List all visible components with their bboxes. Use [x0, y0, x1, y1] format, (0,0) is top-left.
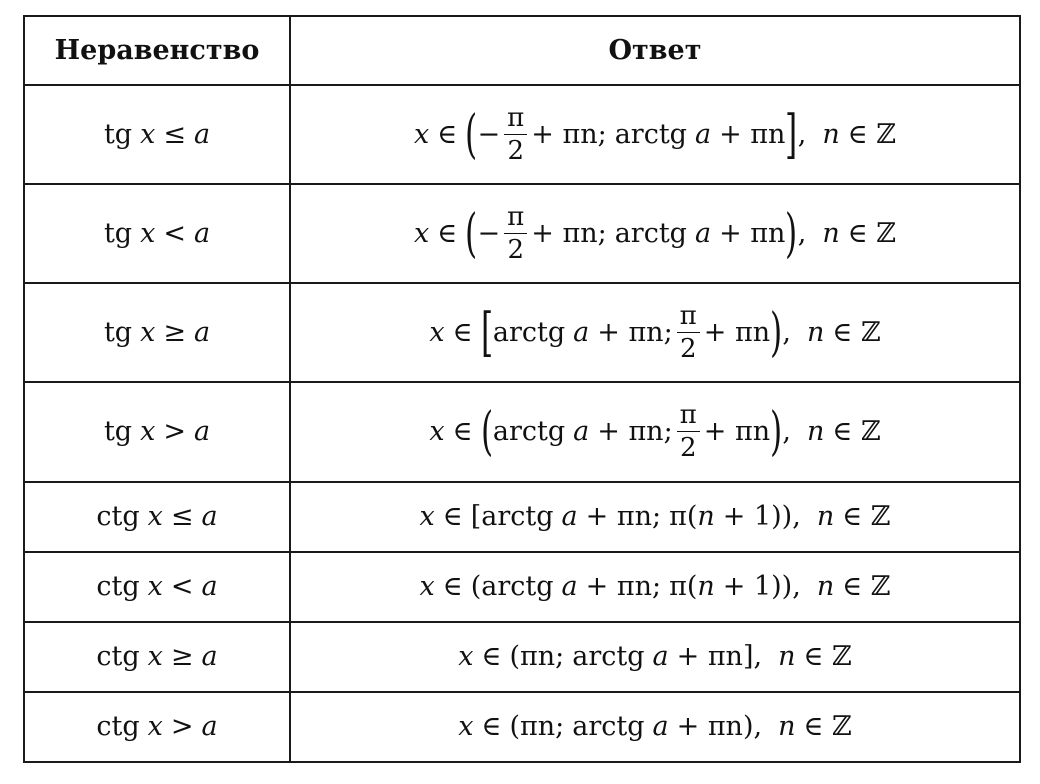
a-var: a: [652, 641, 669, 673]
in-symbol: ∈: [442, 571, 463, 603]
in-symbol: ∈: [481, 711, 502, 743]
pi-n: + πn;: [531, 218, 607, 250]
header-row: [24, 16, 1020, 85]
open-bracket: [: [480, 302, 493, 363]
tail: + πn: [719, 218, 786, 250]
pi-n: + πn;: [531, 119, 607, 151]
n-inner: n: [697, 571, 715, 603]
arctg: arctg: [614, 119, 687, 151]
fn-name: ctg: [96, 641, 140, 673]
table-row: [24, 382, 1020, 481]
rhs: a: [201, 571, 218, 603]
comma: ,: [792, 571, 801, 603]
rhs: a: [201, 711, 218, 743]
inequality-cell: [24, 184, 290, 283]
answer-cell: [290, 382, 1020, 481]
mid: + πn;: [585, 571, 662, 603]
comma: ,: [753, 711, 763, 743]
relation: >: [170, 711, 194, 743]
inequality-cell: [24, 382, 290, 481]
answer-var: x: [419, 571, 435, 603]
in-symbol: ∈: [452, 317, 473, 349]
pi-paren: π(: [669, 571, 698, 603]
n-var: n: [822, 218, 840, 250]
comma: ,: [782, 416, 791, 448]
minus: −: [477, 218, 501, 250]
fn-name: ctg: [96, 571, 140, 603]
comma: ,: [782, 317, 791, 349]
frac-den: 2: [679, 433, 697, 464]
table-row: [24, 482, 1020, 552]
open-bracket: (: [465, 104, 478, 165]
arctg: arctg: [481, 571, 554, 603]
answer-cell: [290, 184, 1020, 283]
answer-cell: [290, 692, 1020, 762]
frac-num: π: [677, 402, 700, 432]
mid: + πn;: [597, 317, 673, 349]
frac-num: π: [504, 204, 527, 234]
relation: <: [170, 571, 194, 603]
relation: ≥: [163, 317, 186, 349]
inequality-cell: [24, 482, 290, 552]
frac-num: π: [504, 105, 527, 135]
frac-num: π: [677, 303, 700, 333]
tail: + πn: [703, 317, 771, 349]
answer-var: x: [458, 641, 474, 673]
inequality-cell: [24, 283, 290, 382]
n-var: n: [778, 711, 796, 743]
tail: + πn): [676, 711, 754, 743]
in-symbol: ∈: [481, 641, 502, 673]
var: x: [140, 119, 156, 151]
tail: + πn]: [676, 641, 754, 673]
frac-den: 2: [507, 136, 524, 167]
fraction: [677, 301, 700, 365]
fn-name: ctg: [96, 711, 140, 743]
rhs: a: [193, 416, 211, 448]
fn-name: ctg: [96, 501, 140, 533]
open-bracket: (: [480, 401, 493, 462]
close-bracket: ]: [785, 104, 798, 165]
frac-den: 2: [679, 334, 697, 365]
plus-one: + 1)): [722, 571, 793, 603]
header-inequality: Неравенство: [24, 16, 290, 85]
in-symbol: ∈: [442, 501, 463, 533]
header-answer: Ответ: [290, 16, 1020, 85]
arctg: arctg: [481, 501, 554, 533]
var: x: [147, 641, 163, 673]
rhs: a: [193, 119, 211, 151]
open-bracket: (πn;: [509, 641, 565, 673]
a-var: a: [561, 571, 578, 603]
table-row: [24, 283, 1020, 382]
open-bracket: (: [470, 571, 482, 603]
pi-paren: π(: [669, 501, 698, 533]
inequalities-table: [23, 15, 1021, 763]
a-var: a: [573, 317, 590, 349]
in-symbol: ∈: [437, 218, 458, 250]
inequality-cell: [24, 552, 290, 622]
minus: −: [477, 119, 501, 151]
relation: ≤: [163, 119, 186, 151]
mid: + πn;: [585, 501, 662, 533]
rhs: a: [201, 501, 218, 533]
fraction: [504, 202, 527, 266]
n-var: n: [807, 416, 825, 448]
in-z: ∈ ℤ: [847, 218, 896, 250]
close-bracket: ): [770, 302, 783, 363]
in-symbol: ∈: [452, 416, 473, 448]
fn-name: tg: [103, 218, 133, 250]
comma: ,: [797, 218, 807, 250]
a-var: a: [561, 501, 578, 533]
in-z: ∈ ℤ: [847, 119, 896, 151]
comma: ,: [753, 641, 763, 673]
in-z: ∈ ℤ: [832, 416, 881, 448]
open-bracket: (: [465, 203, 478, 264]
inequality-cell: [24, 692, 290, 762]
a-var: a: [573, 416, 590, 448]
arctg: arctg: [614, 218, 687, 250]
a-var: a: [652, 711, 669, 743]
var: x: [147, 711, 163, 743]
frac-den: 2: [507, 235, 524, 266]
var: x: [140, 218, 156, 250]
in-z: ∈ ℤ: [842, 501, 891, 533]
table-row: [24, 85, 1020, 184]
fraction: [504, 103, 527, 167]
relation: <: [163, 218, 186, 250]
arctg: arctg: [492, 416, 566, 448]
n-var: n: [816, 571, 835, 603]
table-row: [24, 622, 1020, 692]
arctg: arctg: [572, 711, 645, 743]
relation: ≤: [170, 501, 194, 533]
plus-one: + 1)): [722, 501, 793, 533]
n-var: n: [807, 317, 825, 349]
relation: ≥: [170, 641, 194, 673]
close-bracket: ): [770, 401, 783, 462]
in-symbol: ∈: [437, 119, 458, 151]
answer-cell: [290, 85, 1020, 184]
answer-cell: [290, 552, 1020, 622]
var: x: [147, 501, 163, 533]
table-row: [24, 692, 1020, 762]
comma: ,: [792, 501, 801, 533]
fn-name: tg: [103, 416, 133, 448]
mid: + πn;: [597, 416, 673, 448]
n-var: n: [816, 501, 835, 533]
answer-var: x: [429, 416, 445, 448]
var: x: [147, 571, 163, 603]
inequality-cell: [24, 85, 290, 184]
answer-var: x: [429, 317, 445, 349]
n-inner: n: [697, 501, 715, 533]
table-row: [24, 552, 1020, 622]
in-z: ∈ ℤ: [832, 317, 881, 349]
n-var: n: [778, 641, 796, 673]
rhs: a: [201, 641, 218, 673]
fn-name: tg: [103, 317, 133, 349]
open-bracket: (πn;: [509, 711, 565, 743]
n-var: n: [822, 119, 840, 151]
tail: + πn: [703, 416, 771, 448]
var: x: [140, 317, 156, 349]
rhs: a: [193, 218, 211, 250]
in-z: ∈ ℤ: [803, 711, 852, 743]
answer-cell: [290, 283, 1020, 382]
answer-var: x: [419, 501, 435, 533]
rhs: a: [193, 317, 211, 349]
tail: + πn: [719, 119, 786, 151]
answer-cell: [290, 622, 1020, 692]
var: x: [140, 416, 156, 448]
arctg: arctg: [492, 317, 566, 349]
relation: >: [163, 416, 186, 448]
inequality-cell: [24, 622, 290, 692]
table-row: [24, 184, 1020, 283]
a-var: a: [694, 218, 712, 250]
fraction: [677, 400, 700, 464]
in-z: ∈ ℤ: [842, 571, 891, 603]
arctg: arctg: [572, 641, 645, 673]
answer-var: x: [414, 119, 430, 151]
answer-cell: [290, 482, 1020, 552]
close-bracket: ): [785, 203, 798, 264]
open-bracket: [: [470, 501, 482, 533]
a-var: a: [694, 119, 712, 151]
answer-var: x: [414, 218, 430, 250]
fn-name: tg: [103, 119, 133, 151]
in-z: ∈ ℤ: [803, 641, 852, 673]
comma: ,: [797, 119, 807, 151]
answer-var: x: [458, 711, 474, 743]
